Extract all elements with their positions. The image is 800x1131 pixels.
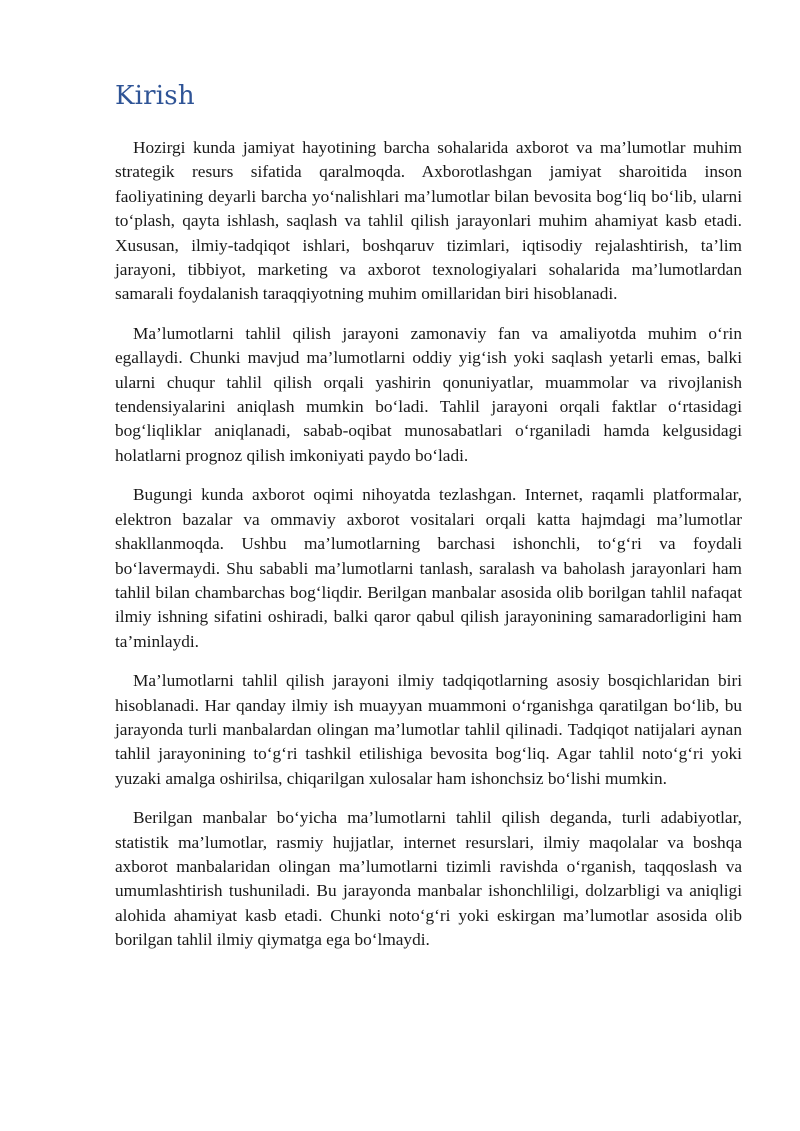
paragraph-3: Bugungi kunda axborot oqimi nihoyatda tezlashgan. Internet, raqamli platformalar, elektron bazalar va ommaviy axborot vositalari orqali katta hajmdagi ma’lumotlar shakllanmoqda. Ushbu ma’lumotlarning barchasi ishonchli, to‘g‘ri va foydali bo‘lavermaydi. Shu sababli ma’lumotlarni tanlash, saralash va baholash jarayonlari ham tahlil bilan chambarchas bog‘liqdir. Berilgan manbalar asosida olib borilgan tahlil nafaqat ilmiy ishning sifatini oshiradi, balki qaror qabul qilish jarayonining samaradorligini ham ta’minlaydi. xyxy=(115,485,742,651)
paragraph-1: Hozirgi kunda jamiyat hayotining barcha sohalarida axborot va ma’lumotlar muhim strategik resurs sifatida qaralmoqda. Axborotlashgan jamiyat sharoitida inson faoliyatining deyarli barcha yo‘nalishlari ma’lumotlar bilan bevosita bog‘liq bo‘lib, ularni to‘plash, qayta ishlash, saqlash va tahlil qilish jarayonlari muhim ahamiyat kasb etadi. Xususan, ilmiy-tadqiqot ishlari, boshqaruv tizimlari, iqtisodiy rejalashtirish, ta’lim jarayoni, tibbiyot, marketing va axborot texnologiyalari sohalarida ma’lumotlardan samarali foydalanish taraqqiyotning muhim omillaridan biri hisoblanadi. xyxy=(115,138,742,304)
paragraph-4: Ma’lumotlarni tahlil qilish jarayoni ilmiy tadqiqotlarning asosiy bosqichlaridan biri hisoblanadi. Har qanday ilmiy ish muayyan muammoni o‘rganishga qaratilgan bo‘lib, bu jarayonda turli manbalardan olingan ma’lumotlar tahlil qilinadi. Tadqiqot natijalari aynan tahlil jarayonining to‘g‘ri tashkil etilishiga bevosita bog‘liq. Agar tahlil noto‘g‘ri yoki yuzaki amalga oshirilsa, chiqarilgan xulosalar ham ishonchsiz bo‘lishi mumkin. xyxy=(115,671,742,788)
paragraph-5: Berilgan manbalar bo‘yicha ma’lumotlarni tahlil qilish deganda, turli adabiyotlar, statistik ma’lumotlar, rasmiy hujjatlar, internet resurslari, ilmiy maqolalar va boshqa axborot manbalaridan olingan ma’lumotlarni tizimli ravishda o‘rganish, taqqoslash va umumlashtirish tushuniladi. Bu jarayonda manbalar ishonchliligi, dolzarbligi va aniqligi alohida ahamiyat kasb etadi. Chunki noto‘g‘ri yoki eskirgan ma’lumotlar asosida olib borilgan tahlil ilmiy qiymatga ega bo‘lmaydi. xyxy=(115,808,742,950)
paragraph-2: Ma’lumotlarni tahlil qilish jarayoni zamonaviy fan va amaliyotda muhim o‘rin egallaydi. Chunki mavjud ma’lumotlarni oddiy yig‘ish yoki saqlash yetarli emas, balki ularni chuqur tahlil qilish orqali yashirin qonuniyatlar, muammolar va rivojlanish tendensiyalarini aniqlash mumkin bo‘ladi. Tahlil jarayoni orqali faktlar o‘rtasidagi bog‘liqliklar aniqlanadi, sabab-oqibat munosabatlari o‘rganiladi hamda kelgusidagi holatlarni prognoz qilish imkoniyati paydo bo‘ladi. xyxy=(115,323,742,465)
document-page xyxy=(115,78,742,968)
section-heading: Kirish xyxy=(115,81,195,111)
